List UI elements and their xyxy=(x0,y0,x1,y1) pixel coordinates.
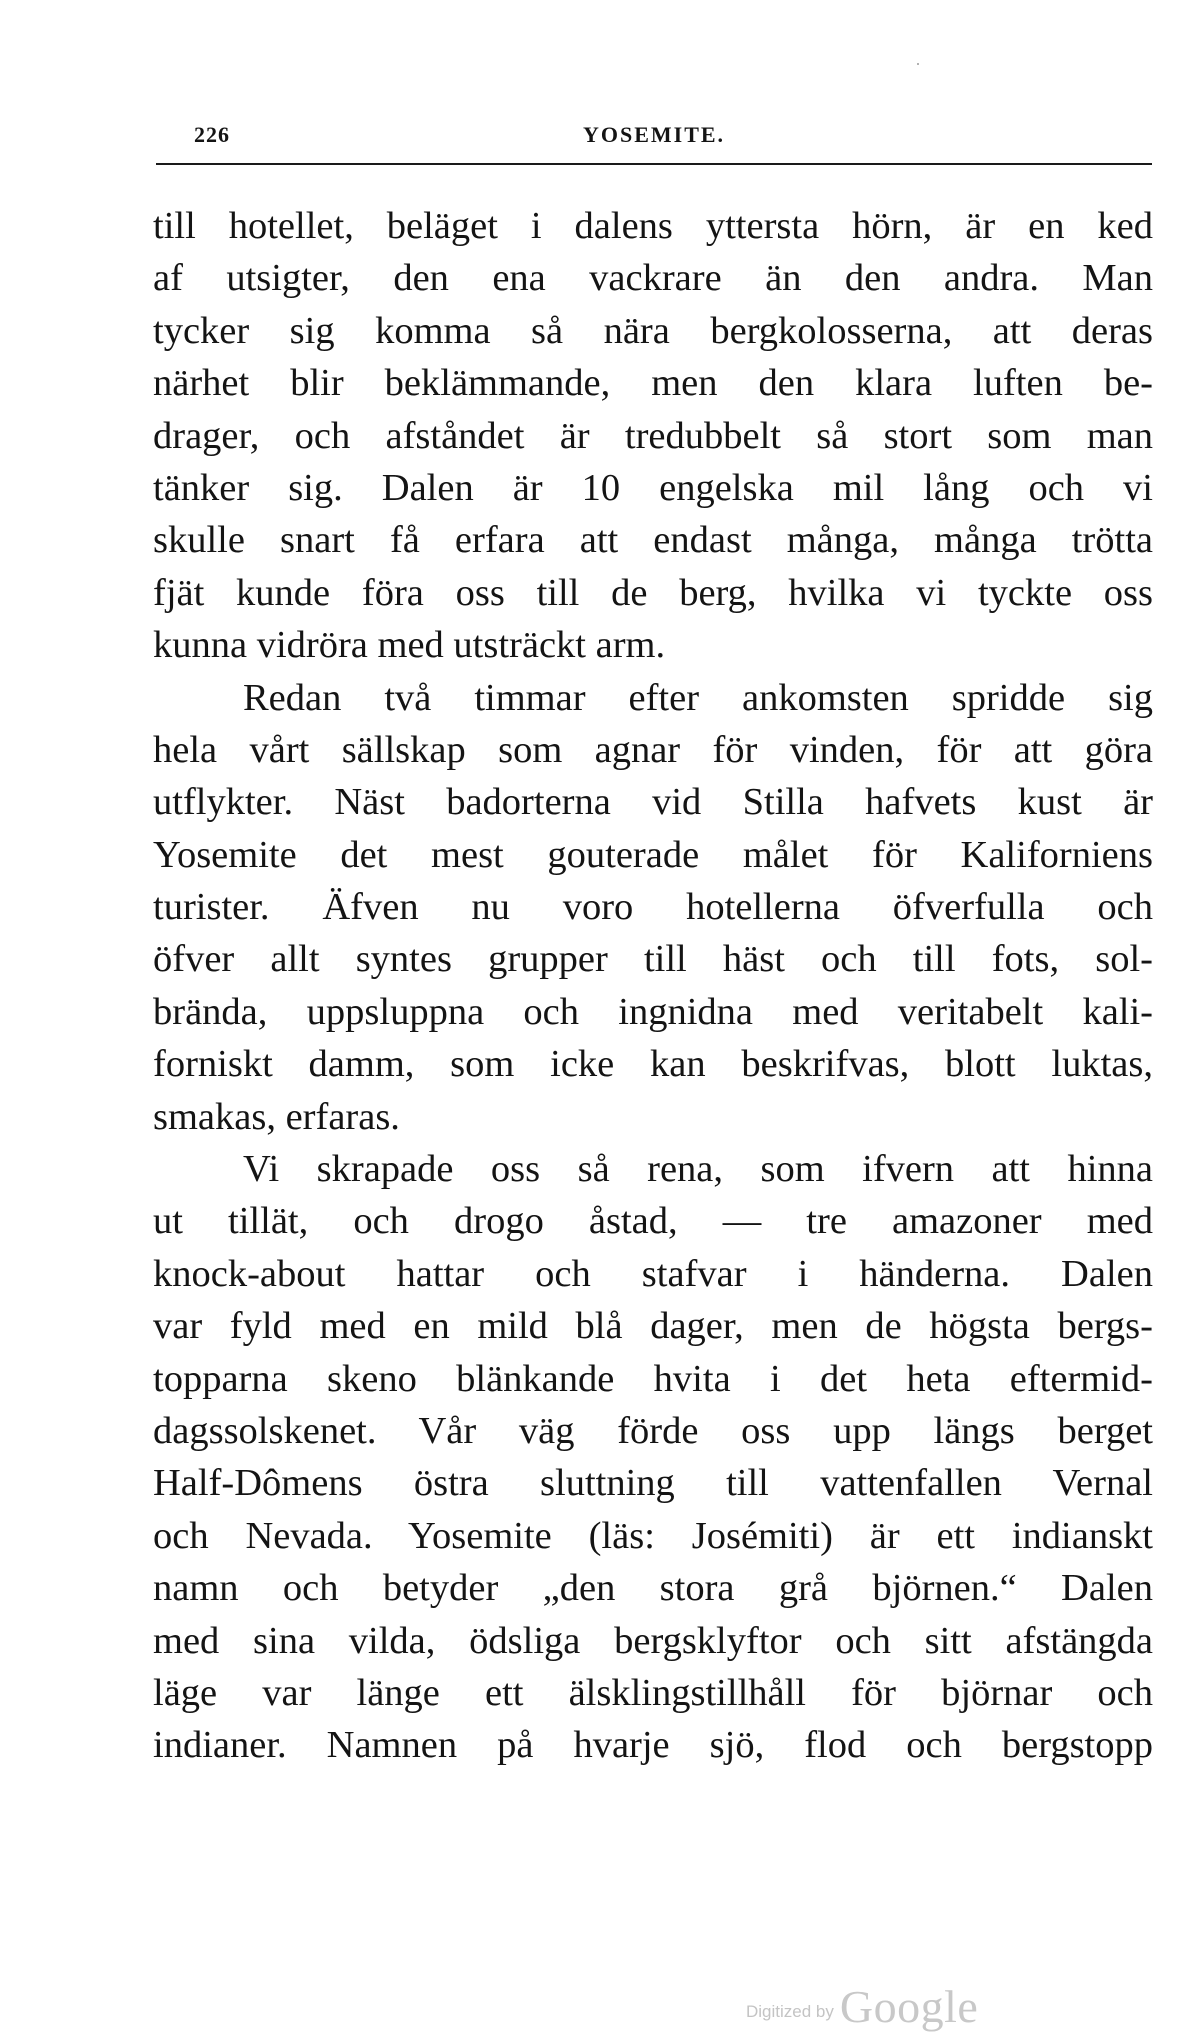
text-line: indianer. Namnen på hvarje sjö, flod och bergstopp xyxy=(153,1724,1153,1767)
text-line: utflykter. Näst badorterna vid Stilla hafvets kust är xyxy=(153,781,1153,824)
text-line: knock-about hattar och stafvar i händerna. Dalen xyxy=(153,1252,1153,1295)
page-speck xyxy=(917,63,919,65)
text-line: brända, uppsluppna och ingnidna med veritabelt kali- xyxy=(153,990,1153,1033)
text-line: forniskt damm, som icke kan beskrifvas, blott luktas, xyxy=(153,1043,1153,1086)
paragraph xyxy=(153,200,1153,672)
paragraph xyxy=(153,672,1153,1144)
text-line: kunna vidröra med utsträckt arm. xyxy=(153,624,666,667)
text-line: till hotellet, beläget i dalens yttersta hörn, är en ked xyxy=(153,205,1153,247)
text-line: drager, och afståndet är tredubbelt så stort som man xyxy=(153,414,1153,457)
text-line: tycker sig komma så nära bergkolosserna, att deras xyxy=(153,309,1153,352)
paragraph xyxy=(153,1143,1153,1772)
text-line: öfver allt syntes grupper till häst och till fots, sol- xyxy=(153,938,1153,981)
text-line: Vi skrapade oss så rena, som ifvern att hinna xyxy=(243,1148,1153,1191)
text-line: hela vårt sällskap som agnar för vinden, för att göra xyxy=(153,728,1153,771)
text-line: skulle snart få erfara att endast många, många trötta xyxy=(153,519,1153,562)
text-line: af utsigter, den ena vackrare än den andra. Man xyxy=(153,257,1153,300)
text-line: Yosemite det mest gouterade målet för Kaliforniens xyxy=(153,833,1153,876)
running-title: YOSEMITE. xyxy=(582,122,726,147)
text-line: ut tillät, och drogo åstad, — tre amazoner med xyxy=(153,1200,1153,1243)
running-head xyxy=(156,122,1152,156)
text-line: var fyld med en mild blå dager, men de högsta bergs- xyxy=(153,1305,1153,1348)
google-logo: Google xyxy=(839,1981,979,2032)
page-number: 226 xyxy=(194,122,230,147)
text-line: Half-Dômens östra sluttning till vattenfallen Vernal xyxy=(153,1462,1153,1505)
text-line: Redan två timmar efter ankomsten spridde sig xyxy=(243,676,1153,719)
body-text xyxy=(153,200,1153,1772)
text-line: läge var länge ett älsklingstillhåll för björnar och xyxy=(153,1671,1153,1714)
text-line: namn och betyder „den stora grå björnen.“ Dalen xyxy=(153,1567,1153,1610)
digitized-watermark xyxy=(746,1980,978,2030)
text-line: och Nevada. Yosemite (läs: Josémiti) är ett indianskt xyxy=(153,1514,1153,1557)
text-line: närhet blir beklämmande, men den klara luften be- xyxy=(153,362,1153,405)
text-line: smakas, erfaras. xyxy=(153,1095,400,1138)
header-rule xyxy=(156,163,1152,165)
text-line: tänker sig. Dalen är 10 engelska mil lång och vi xyxy=(153,466,1153,509)
text-line: turister. Äfven nu voro hotellerna öfverfulla och xyxy=(153,886,1153,929)
text-line: dagssolskenet. Vår väg förde oss upp längs berget xyxy=(153,1409,1153,1452)
text-line: topparna skeno blänkande hvita i det heta eftermid- xyxy=(153,1357,1153,1400)
watermark-prefix: Digitized by xyxy=(746,2002,834,2021)
text-line: med sina vilda, ödsliga bergsklyftor och sitt afstängda xyxy=(153,1619,1153,1662)
text-line: fjät kunde föra oss till de berg, hvilka vi tyckte oss xyxy=(153,571,1153,614)
